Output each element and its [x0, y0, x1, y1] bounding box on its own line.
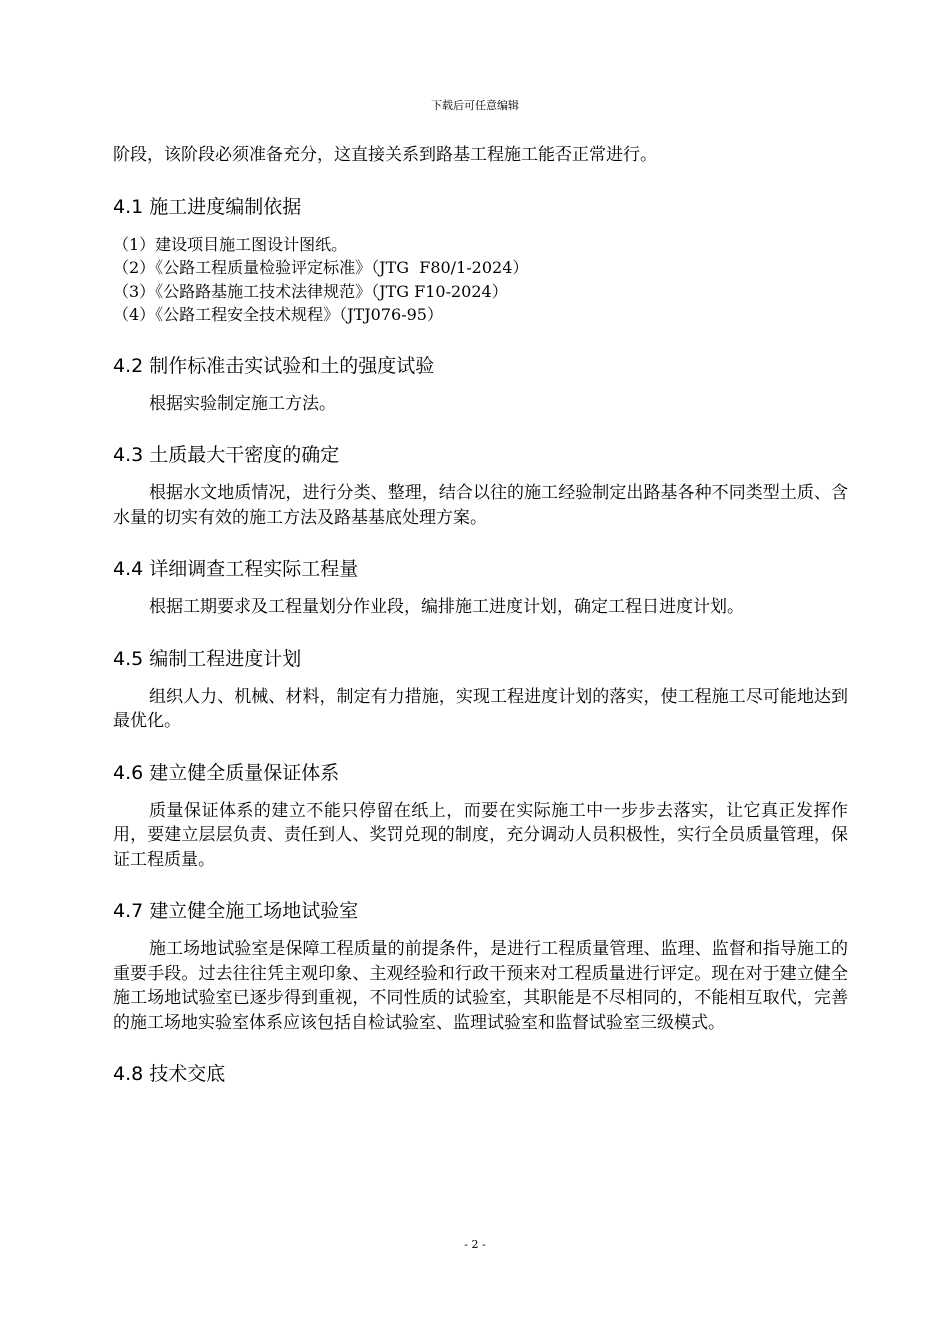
document-body: [113, 143, 848, 1100]
section-heading: [113, 194, 848, 220]
section-number: 4.1: [113, 195, 144, 218]
section-paragraph: 根据实验制定施工方法。: [149, 393, 336, 414]
section-number: 4.7: [113, 900, 144, 922]
section-paragraph: 根据水文地质情况，进行分类、整理，结合以往的施工经验制定出路基各种不同类型土质、含水量的切实有效的施工方法及路基基底处理方案。: [113, 483, 848, 528]
list-item: （3）《公路路基施工技术法律规范》（JTG F10-2024）: [113, 281, 508, 301]
list-item: （4）《公路工程安全技术规程》（JTJ076-95）: [113, 305, 443, 324]
section-heading: [113, 556, 848, 582]
section-number: 4.6: [113, 761, 144, 784]
section-4-6: [113, 760, 848, 873]
section-heading: [113, 646, 848, 672]
section-number: 4.3: [113, 444, 144, 466]
section-4-1: [113, 194, 848, 327]
section-4-2: [113, 353, 848, 417]
section-paragraph: 根据工期要求及工程量划分作业段，编排施工进度计划，确定工程日进度计划。: [149, 597, 744, 617]
list-item: （1）建设项目施工图设计图纸。: [113, 234, 348, 254]
section-number: 4.8: [113, 1063, 144, 1085]
section-paragraph: 组织人力、机械、材料，制定有力措施，实现工程进度计划的落实，使工程施工尽可能地达到最优化。: [113, 686, 848, 731]
section-heading: [113, 1061, 848, 1087]
header-note: 下载后可任意编辑: [431, 99, 519, 112]
section-4-4: [113, 556, 848, 620]
section-number: 4.4: [113, 558, 144, 580]
section-heading: [113, 898, 848, 924]
section-title: 建立健全施工场地试验室: [149, 900, 359, 922]
section-title: 制作标准击实试验和土的强度试验: [149, 354, 435, 377]
section-paragraph: 施工场地试验室是保障工程质量的前提条件，是进行工程质量管理、监理、监督和指导施工的重要手段。过去往往凭主观印象、主观经验和行政干预来对工程质量进行评定。现在对于建立健全施工场地试验室已逐步得到重视，不同性质的试验室，其职能是不尽相同的，不能相互取代，完善的施工场地实验室体系应该包括自检试验室、监理试验室和监督试验室三级模式。: [113, 939, 848, 1033]
section-number: 4.5: [113, 647, 144, 670]
section-paragraph: 质量保证体系的建立不能只停留在纸上，而要在实际施工中一步步去落实，让它真正发挥作用，要建立层层负责、责任到人、奖罚兑现的制度，充分调动人员积极性，实行全员质量管理，保证工程质量。: [113, 800, 848, 870]
section-heading: [113, 442, 848, 468]
section-title: 技术交底: [149, 1063, 226, 1085]
section-4-7: [113, 898, 848, 1035]
section-title: 详细调查工程实际工程量: [149, 558, 359, 580]
page-number: - 2 -: [464, 1238, 486, 1251]
section-4-8: [113, 1061, 848, 1087]
section-heading: [113, 353, 848, 379]
list-item: （2）《公路工程质量检验评定标准》（JTG F80/1-2024）: [113, 258, 529, 277]
section-title: 施工进度编制依据: [149, 195, 302, 218]
section-heading: [113, 760, 848, 786]
intro-paragraph: 阶段，该阶段必须准备充分，这直接关系到路基工程施工能否正常进行。: [113, 145, 657, 165]
section-4-5: [113, 646, 848, 734]
section-number: 4.2: [113, 354, 144, 377]
section-title: 编制工程进度计划: [149, 647, 302, 670]
section-title: 土质最大干密度的确定: [149, 444, 340, 466]
section-4-3: [113, 442, 848, 530]
section-title: 建立健全质量保证体系: [149, 761, 340, 784]
